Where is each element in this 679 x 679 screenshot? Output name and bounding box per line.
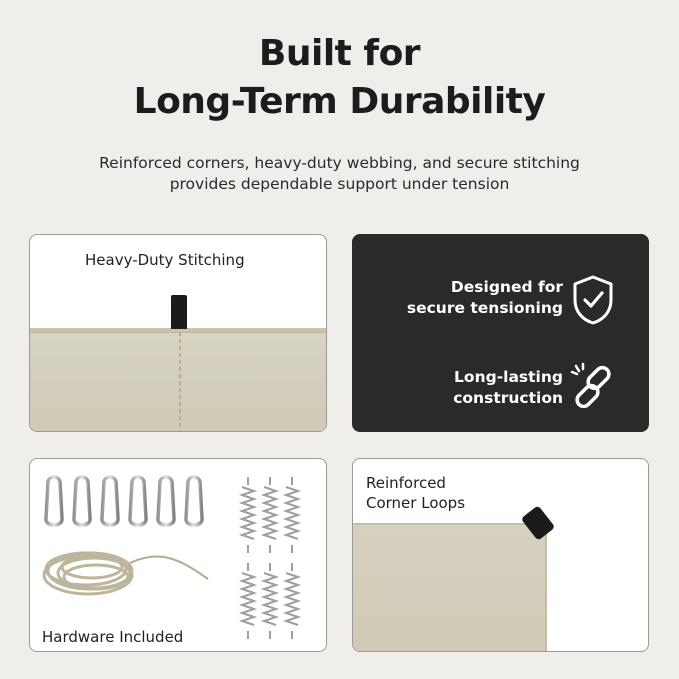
webbing-tab: [171, 295, 187, 329]
subtitle-line-2: provides dependable support under tension: [169, 175, 510, 193]
carabiner-icon: [46, 477, 202, 525]
subtitle-line-1: Reinforced corners, heavy-duty webbing, and secure stitching: [99, 154, 580, 172]
stitch-seam: [179, 332, 181, 432]
stitching-label: Heavy-Duty Stitching: [85, 251, 245, 269]
hardware-illustration: [30, 459, 327, 652]
corner-loops-card: [352, 458, 649, 652]
feature1-line-2: secure tensioning: [406, 299, 563, 317]
stitching-card: [29, 234, 327, 432]
hardware-label: Hardware Included: [42, 628, 184, 646]
feature2-line-2: construction: [453, 389, 563, 407]
chain-link-icon: [568, 362, 620, 418]
rope-coil-icon: [44, 553, 208, 594]
feature2-line-1: Long-lasting: [454, 368, 563, 386]
feature-secure-tensioning: [407, 277, 563, 319]
feature-long-lasting: [453, 367, 563, 409]
page-subtitle: [0, 153, 679, 195]
corner-loops-label: [366, 473, 465, 513]
title-line-2: Long-Term Durability: [133, 81, 546, 122]
shield-check-icon: [571, 274, 615, 330]
features-card: [352, 234, 649, 432]
feature1-line-1: Designed for: [450, 278, 563, 296]
title-line-1: Built for: [258, 33, 421, 74]
corner-loops-line-2: Corner Loops: [366, 494, 466, 512]
page-title: [0, 30, 679, 126]
spring-icon: [242, 477, 298, 639]
corner-loops-line-1: Reinforced: [366, 474, 446, 492]
fabric-corner: [353, 523, 547, 652]
hardware-card: [29, 458, 327, 652]
